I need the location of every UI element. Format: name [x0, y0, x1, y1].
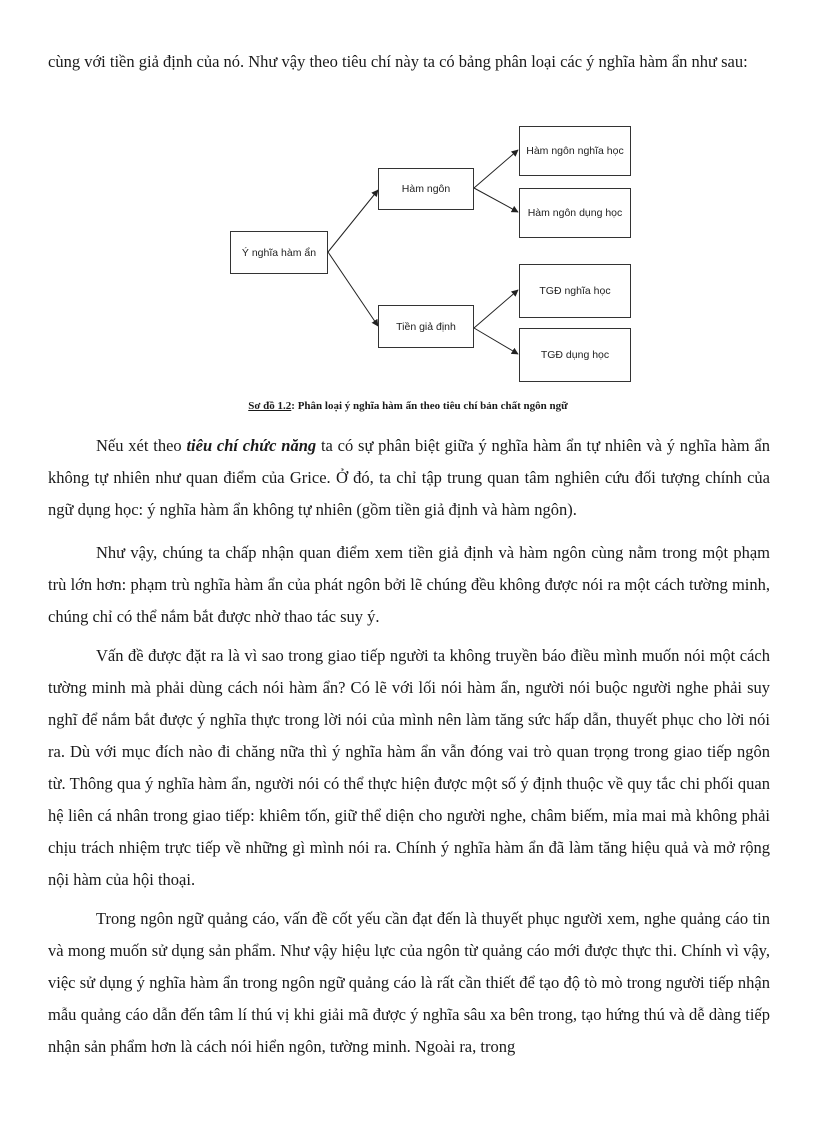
caption-text: : Phân loại ý nghĩa hàm ẩn theo tiêu chí bản chất ngôn ngữ — [291, 400, 568, 412]
p4-text: Trong ngôn ngữ quảng cáo, vấn đề cốt yếu cần đạt đến là thuyết phục người xem, nghe quảng cáo tin và mong muốn sử dụng sản phẩm. Như vậy hiệu lực của ngôn từ quảng cáo mới được thực thi. Chính vì vậy, việc sử dụng ý nghĩa hàm ẩn trong ngôn ngữ quảng cáo là rất cần thiết để tạo độ tò mò trong người tiếp nhận mẫu quảng cáo dẫn đến tâm lí thú vị khi giải mã được ý nghĩa sâu xa bên trong, tạo hứng thú và dễ dàng tiếp nhận sản phẩm hơn là cách nói hiển ngôn, tường minh. Ngoài ra, trong — [48, 909, 770, 1056]
arrow-hamngon-to-dunghoc — [474, 188, 518, 212]
diagram-caption — [0, 400, 816, 412]
arrow-root-to-hamngon — [328, 190, 378, 252]
p1-rest: ta có sự phân biệt giữa ý nghĩa hàm ẩn tự nhiên và ý nghĩa hàm ẩn không tự nhiên như quan điểm của Grice. Ở đó, ta chỉ tập trung quan tâm nghiên cứu đối tượng chính của ngữ dụng học: ý nghĩa hàm ẩn không tự nhiên (gồm tiền giả định và hàm ngôn). — [48, 436, 770, 519]
paragraph-1 — [48, 430, 770, 526]
paragraph-4 — [48, 903, 770, 1063]
paragraph-2 — [48, 537, 770, 633]
leaf-tgd-nghiahoc: TGĐ nghĩa học — [519, 264, 631, 318]
arrow-tgd-to-nghiahoc — [474, 290, 518, 328]
leaf-tgd-dunghoc: TGĐ dụng học — [519, 328, 631, 382]
tiengiadinh-box: Tiền giả định — [378, 305, 474, 348]
p1-lead: Nếu xét theo — [96, 436, 187, 455]
p1-emphasis: tiêu chí chức năng — [186, 436, 317, 455]
p3-text: Vấn đề được đặt ra là vì sao trong giao tiếp người ta không truyền báo điều mình muốn nói một cách tường minh mà phải dùng cách nói hàm ẩn? Có lẽ với lối nói hàm ẩn, người nói buộc người nghe phải suy nghĩ để nắm bắt được ý nghĩa thực trong lời nói của mình nên làm tăng sức hấp dẫn, thuyết phục cho lời nói ra. Dù với mục đích nào đi chăng nữa thì ý nghĩa hàm ẩn vẫn đóng vai trò quan trọng trong giao tiếp ngôn từ. Thông qua ý nghĩa hàm ẩn, người nói có thể thực hiện được một số ý định thuộc về quy tắc chi phối quan hệ liên cá nhân trong giao tiếp: khiêm tốn, giữ thể diện cho người nghe, châm biếm, mỉa mai mà không phải chịu trách nhiệm trực tiếp về những gì mình nói ra. Chính ý nghĩa hàm ẩn đã làm tăng hiệu quả và mở rộng nội hàm của hội thoại. — [48, 646, 770, 889]
paragraph-3 — [48, 640, 770, 896]
leaf-hamngon-nghiahoc: Hàm ngôn nghĩa học — [519, 126, 631, 176]
classification-diagram — [0, 0, 816, 430]
leaf-hamngon-dunghoc: Hàm ngôn dụng học — [519, 188, 631, 238]
hamngon-box: Hàm ngôn — [378, 168, 474, 210]
diagram-connectors — [0, 0, 816, 430]
intro-text: cùng với tiền giả định của nó. Như vậy theo tiêu chí này ta có bảng phân loại các ý nghĩa hàm ẩn như sau: — [48, 52, 748, 71]
caption-label: Sơ đồ 1.2 — [248, 400, 292, 412]
arrow-root-to-tiengiadinh — [328, 252, 378, 326]
p2-text: Như vậy, chúng ta chấp nhận quan điểm xem tiền giả định và hàm ngôn cùng nằm trong một phạm trù lớn hơn: phạm trù nghĩa hàm ẩn của phát ngôn bởi lẽ chúng đều không được nói ra một cách tường minh, chúng chỉ có thể nắm bắt được nhờ thao tác suy ý. — [48, 543, 770, 626]
arrow-hamngon-to-nghiahoc — [474, 150, 518, 188]
arrow-tgd-to-dunghoc — [474, 328, 518, 354]
root-box: Ý nghĩa hàm ẩn — [230, 231, 328, 274]
